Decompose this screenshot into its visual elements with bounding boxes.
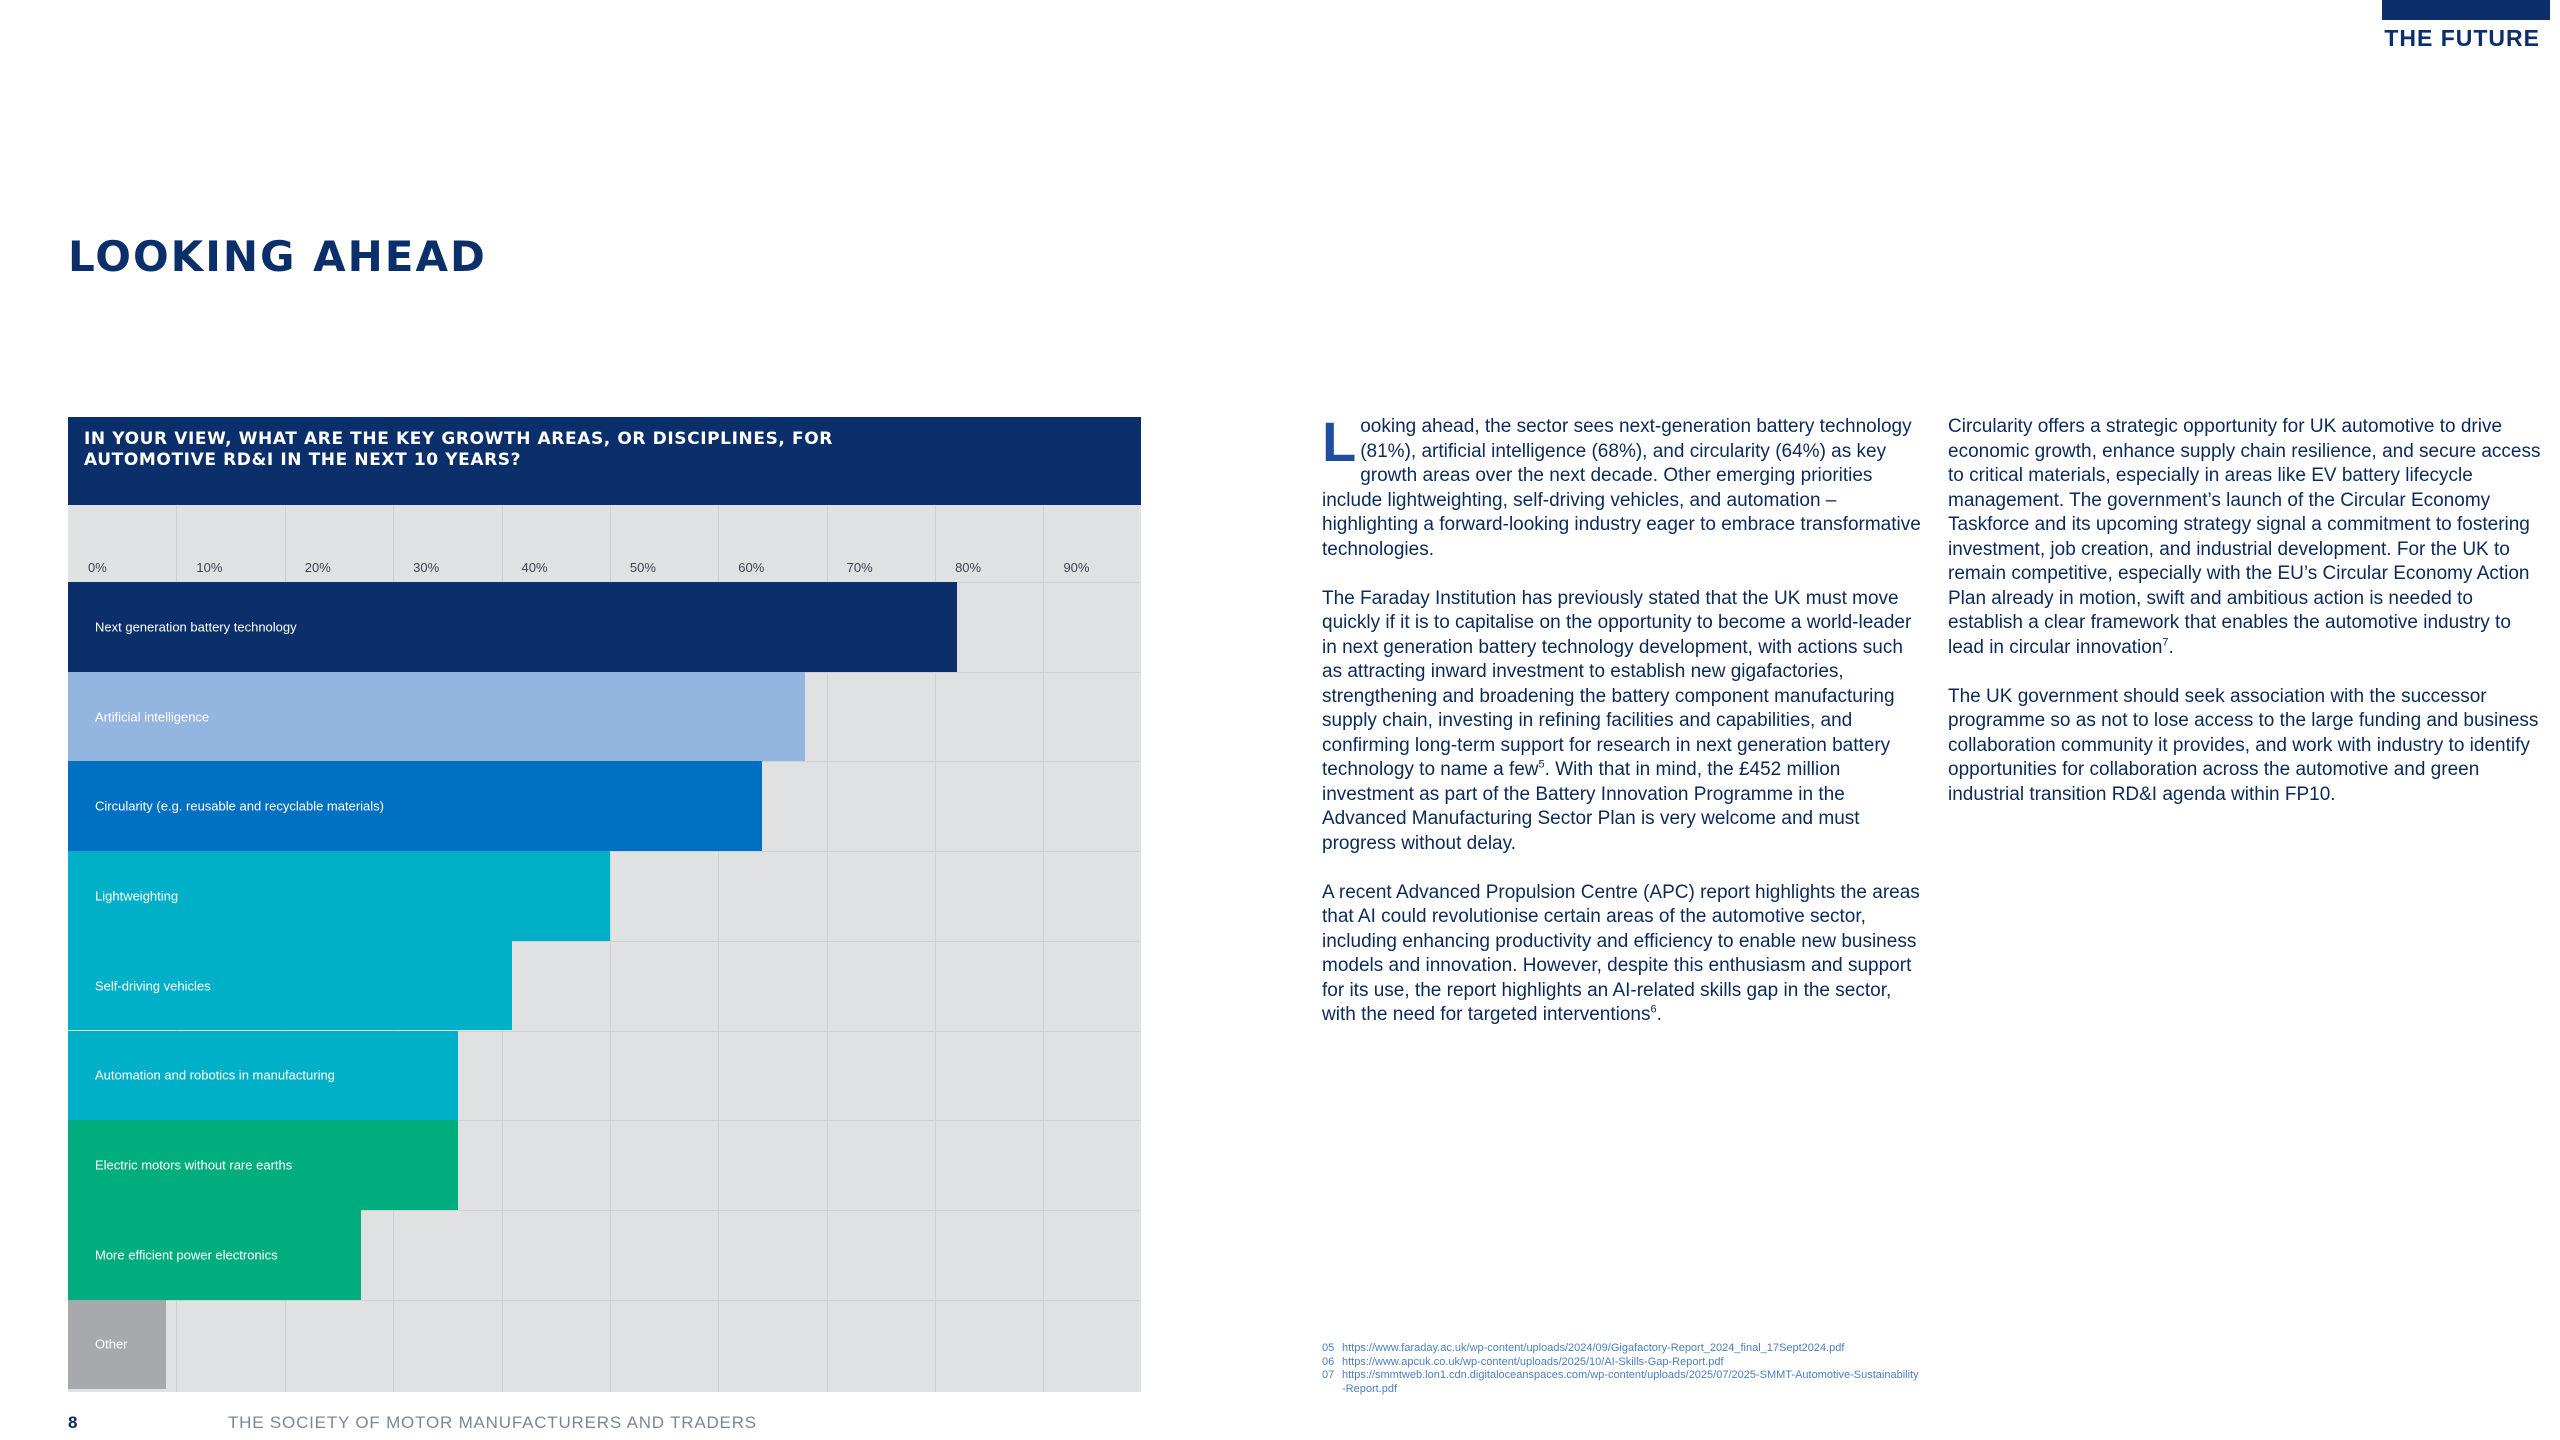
paragraph-4-end: . <box>2168 636 2174 658</box>
paragraph-1 <box>1322 410 1922 562</box>
paragraph-5-text: The UK government should seek association with the successor programme so as not to lose access to the large funding and business collaboration community it provides, and work with industry to identify opportunities for collaboration across the automotive and green industrial transition RD&I agenda within FP10. <box>1948 685 2539 805</box>
organisation-name: THE SOCIETY OF MOTOR MANUFACTURERS AND TRADERS <box>228 1413 757 1432</box>
gridline <box>1043 505 1044 1392</box>
paragraph-2 <box>1322 587 1922 857</box>
x-tick-label: 60% <box>738 560 765 575</box>
footnote-ref-5[interactable]: 5 <box>1538 758 1545 771</box>
bar <box>68 761 762 851</box>
chart-header <box>68 417 1141 505</box>
bar-label: Automation and robotics in manufacturing <box>95 1067 335 1083</box>
bar-label: Self-driving vehicles <box>95 978 211 994</box>
row-separator <box>68 1300 1141 1301</box>
bar <box>68 1300 166 1390</box>
footnote <box>1322 1342 1922 1356</box>
x-tick-label: 90% <box>1063 560 1090 575</box>
growth-areas-chart <box>68 417 1141 1392</box>
paragraph-2-text-cont: . With that in mind, the £452 million investment as part of the Battery Innovation Programme in the Advanced Manufacturing Sector Plan is very welcome and must progress without delay. <box>1322 759 1860 854</box>
footnote-link[interactable]: https://www.faraday.ac.uk/wp-content/uploads/2024/09/Gigafactory-Report_2024_final_17Sept2024.pdf <box>1342 1342 1845 1354</box>
x-tick-label: 0% <box>88 560 107 575</box>
body-column-1 <box>1322 410 1922 1052</box>
footnote <box>1322 1356 1922 1370</box>
bar <box>68 1031 458 1121</box>
footnote-number: 05 <box>1322 1342 1335 1354</box>
footnote <box>1322 1369 1922 1396</box>
drop-cap: L <box>1322 410 1357 473</box>
footnote-ref-6[interactable]: 6 <box>1650 1003 1657 1016</box>
bar <box>68 1210 361 1300</box>
footnote-link[interactable]: https://smmtweb.lon1.cdn.digitaloceanspaces.com/wp-content/uploads/2025/07/2025-SMMT-Automotive-Sustainability-Report.pdf <box>1342 1369 1919 1395</box>
paragraph-3-text: A recent Advanced Propulsion Centre (APC) report highlights the areas that AI could revolutionise certain areas of the automotive sector, including enhancing productivity and efficiency to enable new business models and innovation. However, despite this enthusiasm and support for its use, the report highlights an AI-related skills gap in the sector, with the need for targeted interventions <box>1322 881 1920 1025</box>
bar-label: More efficient power electronics <box>95 1247 278 1263</box>
paragraph-3 <box>1322 881 1922 1028</box>
x-tick-label: 70% <box>846 560 873 575</box>
paragraph-4-text: Circularity offers a strategic opportunity for UK automotive to drive economic growth, enhance supply chain resilience, and secure access to critical materials, especially in areas like EV battery lifecycle management. The government’s launch of the Circular Economy Taskforce and its upcoming strategy signal a commitment to fostering investment, job creation, and industrial development. For the UK to remain competitive, especially with the EU’s Circular Economy Action Plan already in motion, swift and ambitious action is needed to establish a clear framework that enables the automotive industry to lead in circular innovation <box>1948 416 2541 658</box>
footnote-number: 07 <box>1322 1369 1335 1381</box>
page-number: 8 <box>68 1413 78 1432</box>
paragraph-2-text: The Faraday Institution has previously stated that the UK must move quickly if it is to capitalise on the opportunity to become a world-leader in next generation battery technology development, with actions such as attracting inward investment to establish new gigafactories, strengthening and broadening the battery component manufacturing supply chain, investing in refining facilities and capabilities, and confirming long-term support for research in next generation battery technology to name a few <box>1322 587 1912 780</box>
bar <box>68 1120 458 1210</box>
bar <box>68 672 805 762</box>
body-column-2 <box>1948 415 2548 832</box>
page-title: LOOKING AHEAD <box>68 232 487 281</box>
paragraph-3-end: . <box>1656 1004 1662 1025</box>
paragraph-5 <box>1948 685 2548 808</box>
bar-label: Other <box>95 1336 128 1352</box>
section-label: THE FUTURE <box>2384 25 2540 51</box>
paragraph-1-text: ooking ahead, the sector sees next-generation battery technology (81%), artificial intelligence (68%), and circularity (64%) as key growth areas over the next decade. Other emerging priorities include lightweighting, self-driving vehicles, and automation – highlighting a forward-looking industry eager to embrace transformative technologies. <box>1322 416 1921 560</box>
bar <box>68 941 512 1031</box>
footnote-ref-7[interactable]: 7 <box>2162 636 2169 649</box>
x-tick-label: 30% <box>413 560 440 575</box>
chart-title: IN YOUR VIEW, WHAT ARE THE KEY GROWTH AREAS, OR DISCIPLINES, FOR AUTOMOTIVE RD&I IN THE NEXT 10 YEARS? <box>84 429 833 470</box>
footnote-number: 06 <box>1322 1355 1335 1368</box>
bar-label: Circularity (e.g. reusable and recyclable materials) <box>95 798 385 814</box>
bar-label: Electric motors without rare earths <box>95 1157 293 1173</box>
x-tick-label: 20% <box>304 560 331 575</box>
x-tick-label: 50% <box>629 560 656 575</box>
x-tick-label: 80% <box>955 560 982 575</box>
bar <box>68 851 610 941</box>
x-tick-label: 40% <box>521 560 548 575</box>
bar-label: Lightweighting <box>95 888 179 904</box>
bar <box>68 582 957 672</box>
bar-label: Next generation battery technology <box>95 619 297 635</box>
footnotes <box>1322 1342 1922 1396</box>
footnote-link[interactable]: https://www.apcuk.co.uk/wp-content/uploads/2025/10/AI-Skills-Gap-Report.pdf <box>1342 1355 1724 1368</box>
paragraph-4 <box>1948 415 2548 660</box>
header-accent-box <box>2382 0 2550 20</box>
bar-label: Artificial intelligence <box>95 709 210 725</box>
x-tick-label: 10% <box>196 560 223 575</box>
